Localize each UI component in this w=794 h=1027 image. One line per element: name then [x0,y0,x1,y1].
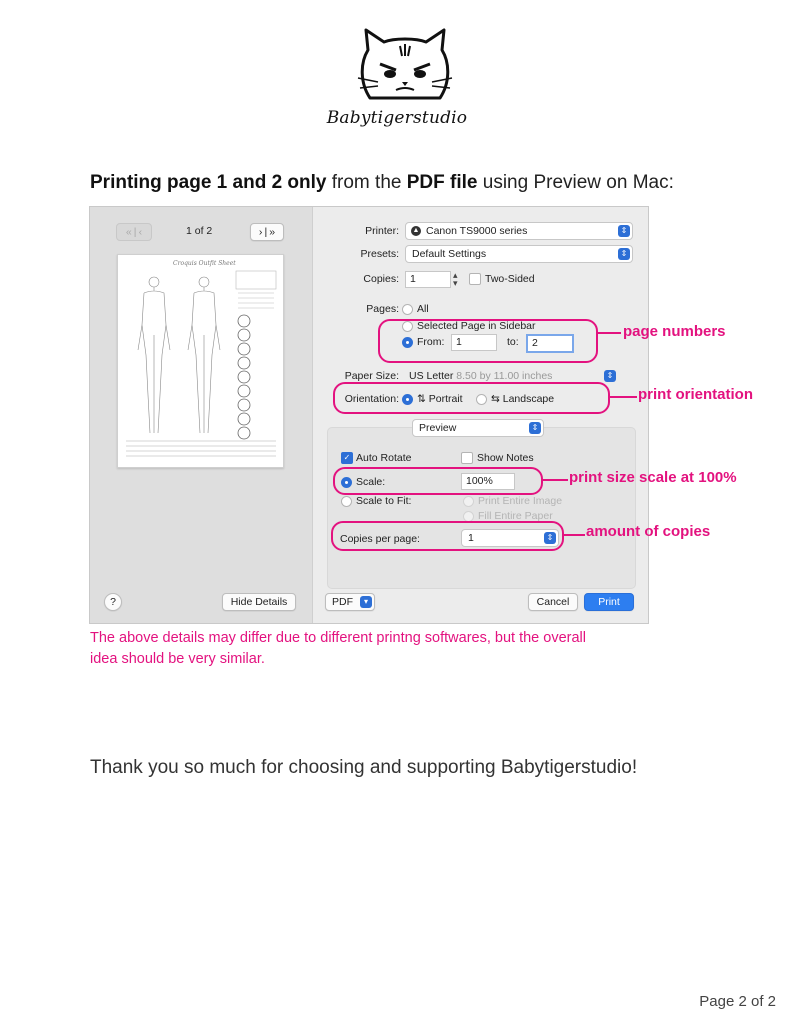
help-button[interactable]: ? [104,593,122,611]
pdf-menu-button[interactable] [325,593,375,611]
disclaimer-line-2: idea should be very similar. [90,651,265,667]
paper-size-chevron-icon[interactable]: ⇕ [604,370,616,382]
print-settings-pane [313,207,648,623]
paper-size-label: Paper Size: [344,370,399,382]
scale-highlight [333,467,543,495]
printer-label: Printer: [365,225,399,237]
next-page-button[interactable]: › | » [250,223,284,241]
hide-details-button[interactable]: Hide Details [222,593,296,611]
page-thumbnail[interactable] [117,254,284,468]
copies-per-page-label: Copies per page: [340,533,420,545]
auto-rotate-label: Auto Rotate [356,452,412,464]
page-numbers-note: page numbers [623,323,726,340]
paper-size-detail: 8.50 by 11.00 inches [456,370,553,382]
paper-size-value: US Letter [409,370,454,382]
paper-size-select[interactable] [409,370,552,382]
portrait-icon: ⇅ [417,393,426,405]
copies-connector [563,534,585,536]
scale-label: Scale: [356,476,386,488]
copies-label: Copies: [363,273,399,285]
scale-connector [542,479,568,481]
print-dialog [89,206,649,624]
chevron-updown-icon: ⇕ [618,225,630,237]
app-menu-select[interactable] [412,419,544,437]
pages-to-input[interactable]: 2 [526,334,574,353]
amount-copies-note: amount of copies [586,523,711,540]
pages-from-label: From: [417,336,445,348]
app-menu-value: Preview [419,422,457,434]
chevron-down-icon: ▾ [360,596,372,608]
pages-label: Pages: [366,303,399,315]
printer-select[interactable] [405,222,633,240]
copies-stepper-icon[interactable]: ▴ ▾ [453,270,458,288]
show-notes-label: Show Notes [477,452,534,464]
preview-sidebar [90,207,313,623]
show-notes-checkbox[interactable] [461,452,473,464]
fill-entire-label: Fill Entire Paper [478,510,553,522]
print-entire-radio[interactable] [463,496,474,507]
presets-value: Default Settings [412,248,487,260]
page-indicator: 1 of 2 [186,225,213,237]
thank-you-message: Thank you so much for choosing and supporting Babytigerstudio! [90,757,638,778]
orientation-highlight [333,382,610,414]
copies-highlight [331,521,564,551]
print-orientation-note: print orientation [638,386,753,403]
presets-select[interactable] [405,245,633,263]
scale-input[interactable]: 100% [461,473,515,490]
printer-value: Canon TS9000 series [426,225,528,237]
brand-logo-text: Babytigerstudio [326,108,468,128]
print-scale-note: print size scale at 100% [569,469,737,486]
two-sided-label: Two-Sided [485,273,535,285]
pages-to-label: to: [507,336,519,348]
pages-selected-label: Selected Page in Sidebar [417,320,536,332]
presets-label: Presets: [360,248,399,260]
chevron-updown-icon: ⇕ [618,248,630,260]
chevron-updown-icon: ⇕ [544,532,556,544]
scale-to-fit-label: Scale to Fit: [356,495,412,507]
landscape-label: Landscape [502,393,555,405]
chevron-updown-icon: ⇕ [529,422,541,434]
cancel-button[interactable]: Cancel [528,593,578,611]
landscape-icon: ⇆ [491,393,500,405]
print-button[interactable]: Print [584,593,634,611]
prev-page-button[interactable]: « | ‹ [116,223,152,241]
portrait-label: Portrait [428,393,463,405]
auto-rotate-checkbox[interactable]: ✓ [341,452,353,464]
heading-text-1: from the [326,172,407,193]
heading-bold-1: Printing page 1 and 2 only [90,172,327,193]
pages-all-radio[interactable] [402,304,413,315]
printer-icon: ▲ [412,227,420,234]
scale-to-fit-radio[interactable] [341,496,352,507]
heading-text-2: using Preview on Mac: [477,172,674,193]
page-number: Page 2 of 2 [699,993,776,1010]
copies-input[interactable]: 1 [405,271,451,288]
orientation-connector [609,396,637,398]
page-numbers-connector [597,332,621,334]
cat-logo-icon [350,28,460,104]
thumbnail-title: Croquis Outfit Sheet [173,260,236,267]
copies-per-page-value: 1 [468,532,474,544]
orientation-label: Orientation: [344,393,399,405]
page-numbers-highlight [378,319,598,363]
pages-from-input[interactable]: 1 [451,334,497,351]
pages-all-label: All [417,303,429,315]
pdf-label: PDF [332,596,353,608]
print-entire-label: Print Entire Image [478,495,563,507]
page-heading [90,172,674,194]
croquis-figure-icon [118,255,283,467]
two-sided-checkbox[interactable] [469,273,481,285]
heading-bold-2: PDF file [406,172,478,193]
disclaimer-line-1: The above details may differ due to different printng softwares, but the overall [90,630,586,646]
